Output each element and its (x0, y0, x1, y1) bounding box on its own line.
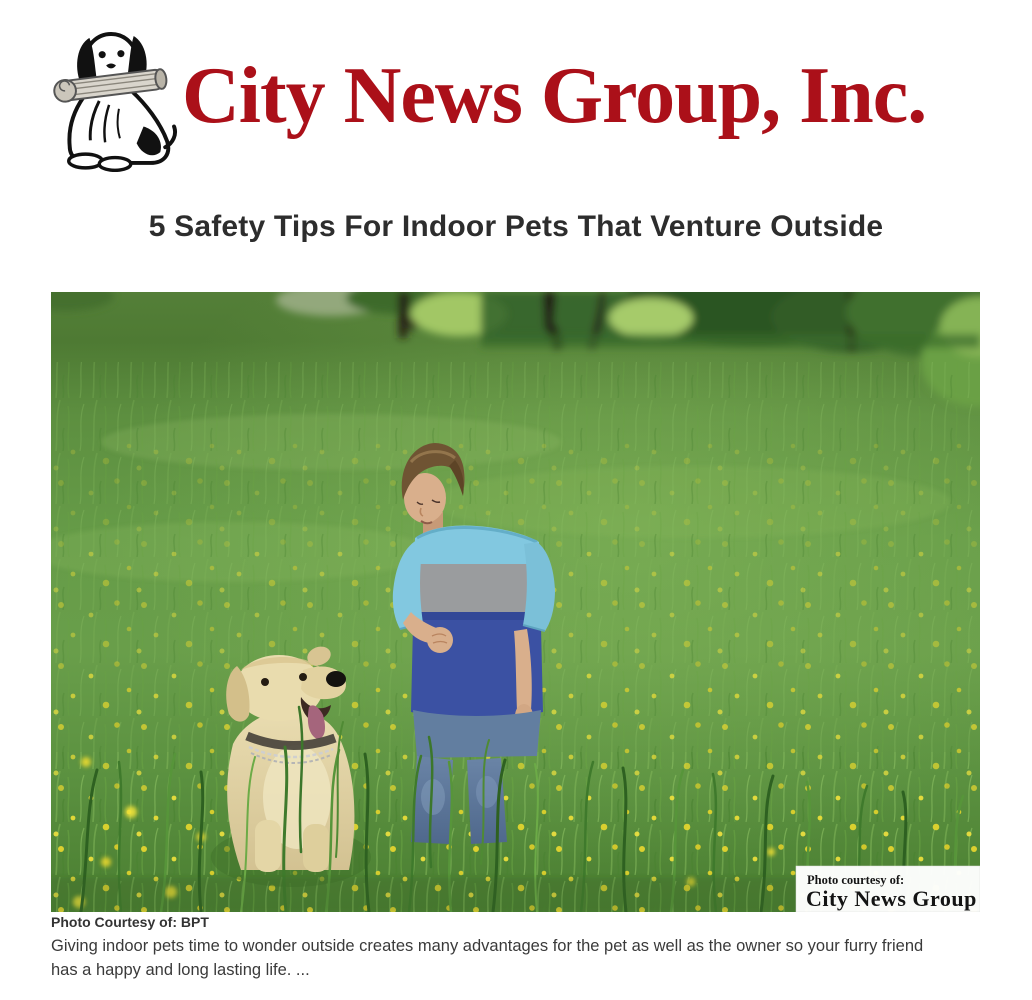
site-header (50, 16, 926, 176)
article-headline: 5 Safety Tips For Indoor Pets That Venture Outside (148, 210, 884, 243)
article-excerpt: Giving indoor pets time to wonder outside creates many advantages for the pet as well as the owner so your furry friend has a happy and long lasting life. ... (51, 937, 924, 979)
photo-watermark (796, 866, 980, 912)
article-photo (51, 292, 980, 912)
photo-credit: Photo Courtesy of: BPT (51, 914, 209, 930)
logo-text: City News Group, Inc. (182, 52, 927, 140)
watermark-line1: Photo courtesy of: (807, 873, 905, 887)
watermark-line2: City News Group (806, 886, 977, 911)
logo-link[interactable] (50, 20, 926, 172)
dog-with-newspaper-logo-icon (50, 20, 178, 172)
